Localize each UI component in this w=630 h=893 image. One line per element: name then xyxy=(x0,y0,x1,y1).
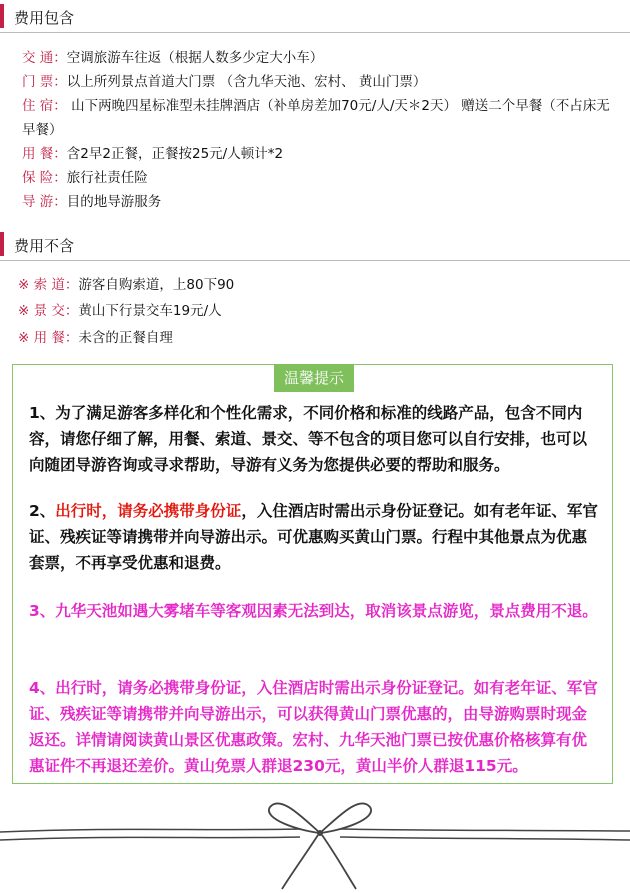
item-label: 交 通： xyxy=(22,50,67,66)
included-item-meals xyxy=(22,142,622,166)
tip-paragraph-1: 1、为了满足游客多样化和个性化需求，不同价格和标准的线路产品，包含不同内容，请您仔细了解，用餐、索道、景交、等不包含的项目您可以自行安排，也可以向随团导游咨询或寻求帮助，导游有义务为您提供必要的帮助和服务。 xyxy=(29,404,588,474)
tip-2-rest: ，入住酒店时需出示身份证登记。如有老年证、军官证、残疾证等请携带并向导游出示。可优惠购买黄山门票。行程中其他景点为优惠套票，不再享受优惠和退费。 xyxy=(29,502,598,572)
item-label: 用 餐： xyxy=(22,146,67,162)
included-item-tickets xyxy=(22,70,622,94)
item-text: 黄山下行景交车19元/人 xyxy=(78,303,222,319)
section-title-excluded: 费用不含 xyxy=(14,237,75,255)
excluded-item-cableway xyxy=(18,273,618,297)
excluded-item-meals xyxy=(18,326,618,350)
tip-paragraph-3: 3、九华天池如遇大雾堵车等客观因素无法到达，取消该景点游览，景点费用不退。 xyxy=(29,602,598,620)
tip-2-highlight: 出行时，请务必携带身份证 xyxy=(55,502,242,520)
tip-2-prefix: 2、 xyxy=(29,502,56,520)
item-label: 导 游： xyxy=(22,194,67,210)
section-header-included xyxy=(0,0,630,33)
section-accent-bar xyxy=(0,232,4,256)
item-text: 旅行社责任险 xyxy=(66,170,148,186)
section-title-included: 费用包含 xyxy=(14,9,75,27)
included-item-hotel xyxy=(22,94,622,142)
tip-paragraph-4: 4、出行时，请务必携带身份证，入住酒店时需出示身份证登记。如有老年证、军官证、残疾证等请携带并向导游出示，可以获得黄山门票优惠的，由导游购票时现金返还。详情请阅读黄山景区优惠政策。宏村、九华天池门票已按优惠价格核算有优惠证件不再退还差价。黄山免票人群退230元，黄山半价人群退115元。 xyxy=(29,679,598,775)
item-text: 山下两晚四星标准型未挂牌酒店（补单房差加70元/人/天＊2天） 赠送二个早餐（不占床无早餐） xyxy=(22,98,610,138)
included-item-transport xyxy=(22,46,622,70)
included-item-insurance xyxy=(22,166,622,190)
tip-paragraph-2 xyxy=(29,498,601,576)
item-text: 以上所列景点首道大门票 （含九华天池、宏村、 黄山门票） xyxy=(66,74,427,90)
section-accent-bar xyxy=(0,4,4,28)
item-label: 保 险： xyxy=(22,170,67,186)
item-text: 含2早2正餐，正餐按25元/人顿计*2 xyxy=(66,146,284,162)
section-header-excluded xyxy=(0,228,630,261)
excluded-item-shuttle xyxy=(18,299,618,323)
item-text: 目的地导游服务 xyxy=(66,194,162,210)
item-label: ※ 景 交： xyxy=(18,303,79,319)
tips-badge: 温馨提示 xyxy=(274,364,354,392)
item-text: 未含的正餐自理 xyxy=(78,330,173,346)
item-text: 空调旅游车往返（根据人数多少定大小车） xyxy=(66,50,324,66)
included-item-guide xyxy=(22,190,622,214)
item-label: ※ 用 餐： xyxy=(18,330,79,346)
item-label: 门 票： xyxy=(22,74,67,90)
tips-box xyxy=(12,364,613,784)
item-label: 住 宿： xyxy=(22,98,67,114)
item-label: ※ 索 道： xyxy=(18,277,79,293)
item-text: 游客自购索道，上80下90 xyxy=(78,277,235,293)
ribbon-bow-decoration xyxy=(0,785,630,893)
